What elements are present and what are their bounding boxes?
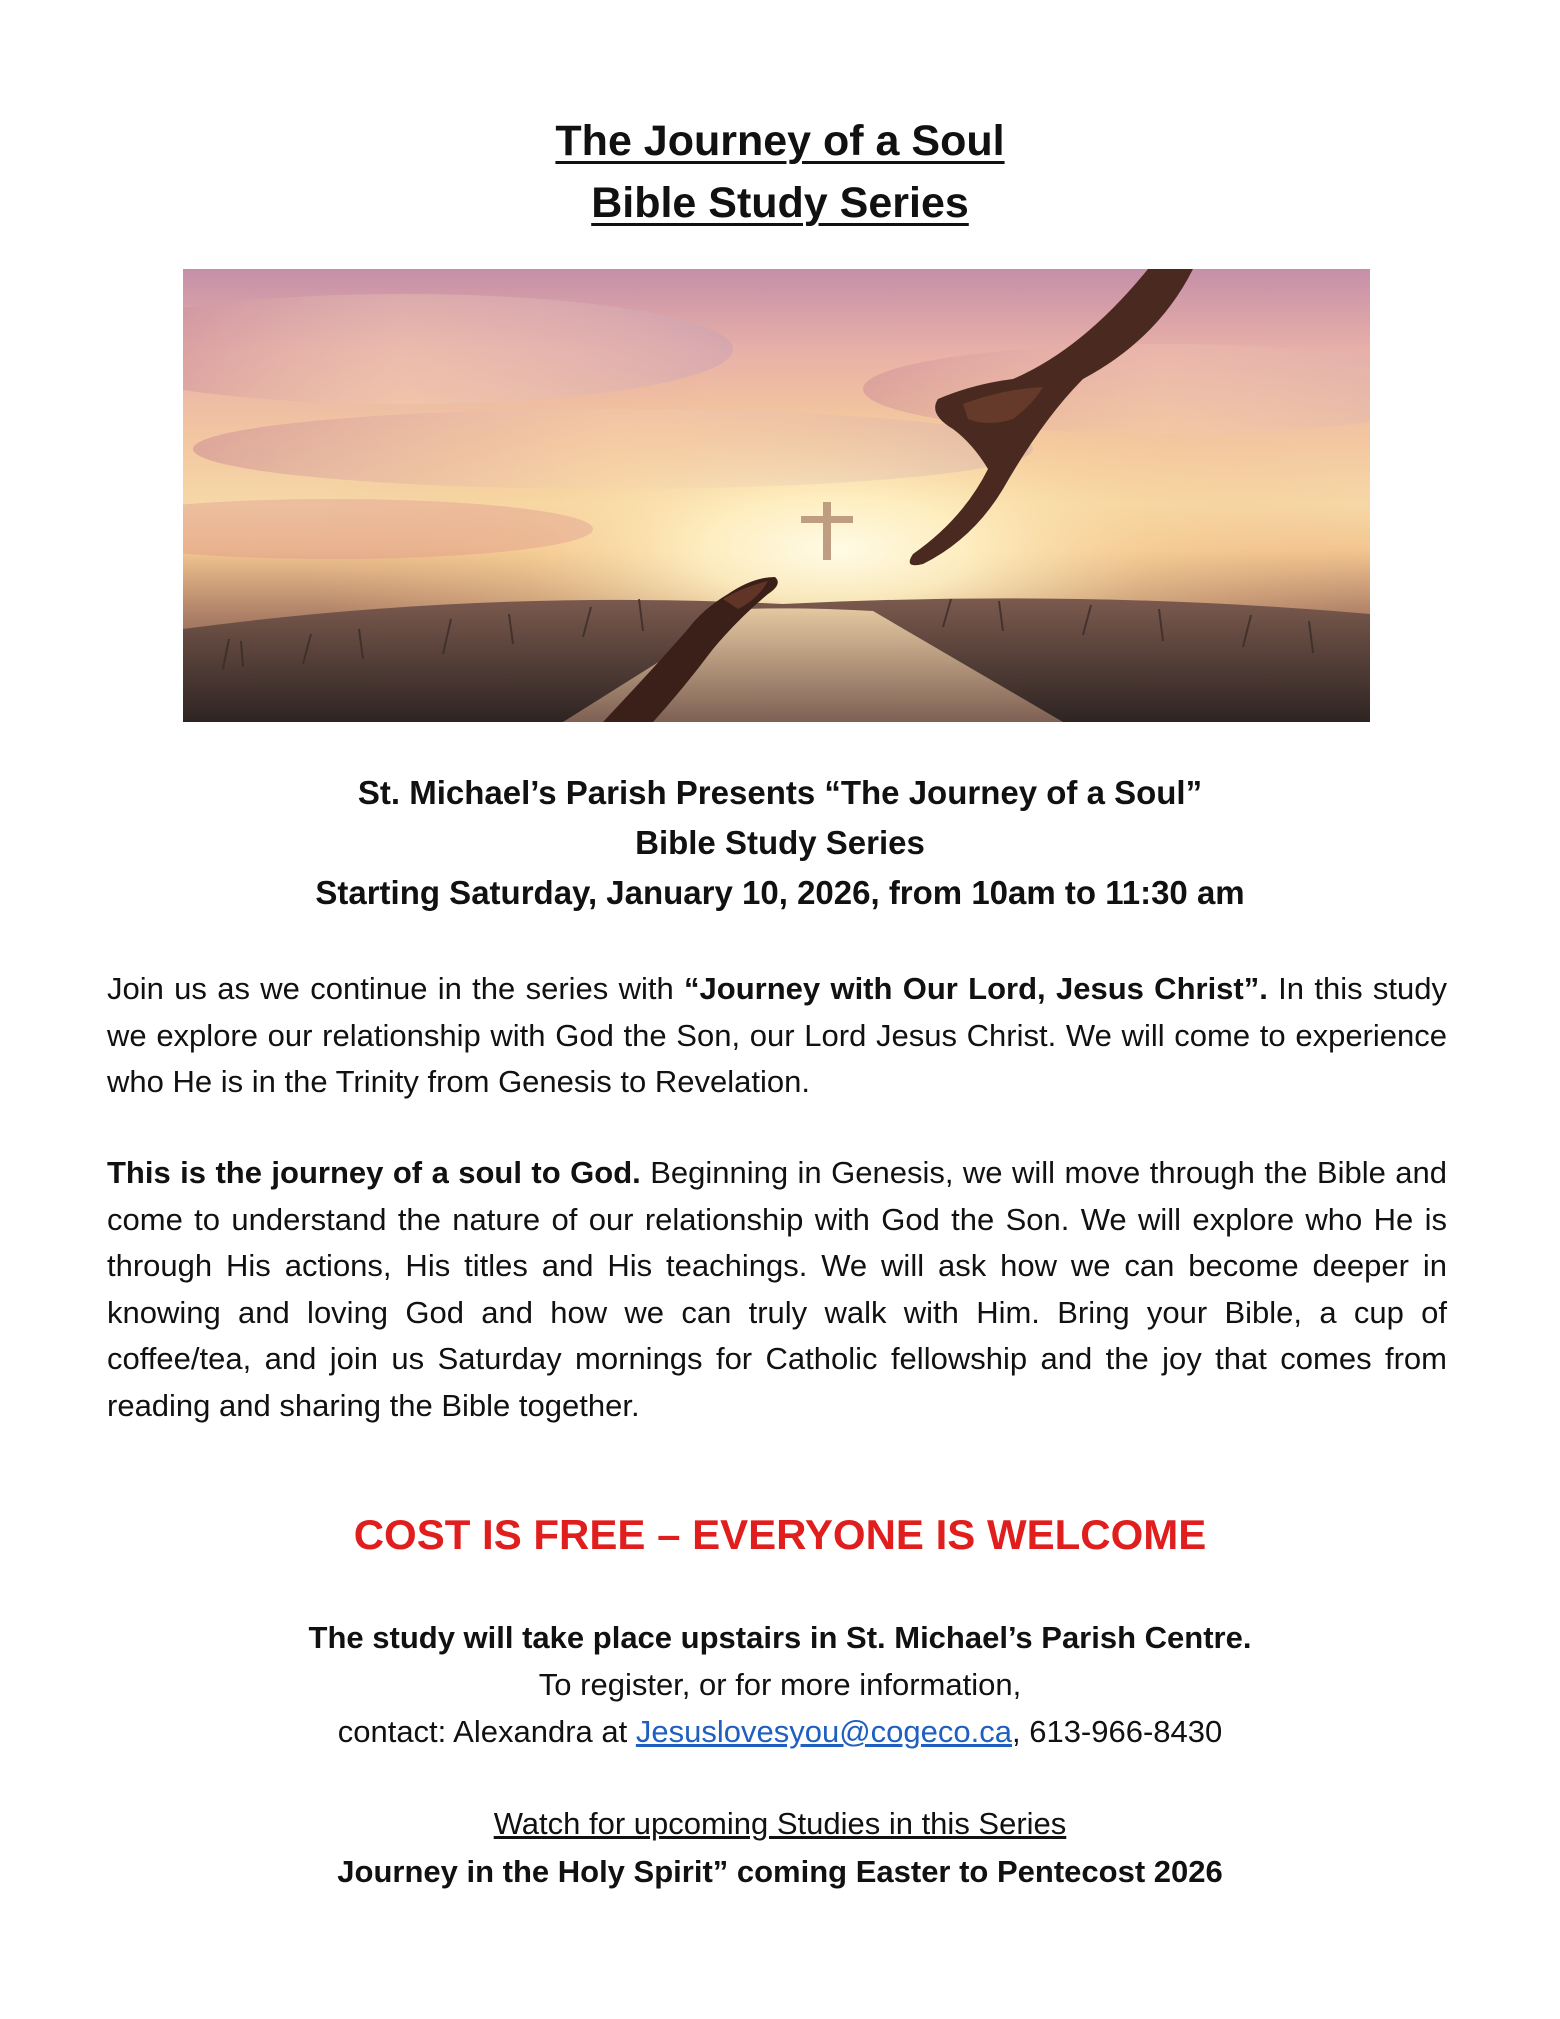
paragraph-series-intro — [107, 966, 1447, 1106]
paragraph-1-rest: In this study we explore our relationship with God the Son, our Lord Jesus Christ. We will come to experience who He is in the Trinity from Genesis to Revelation. — [107, 971, 1448, 1099]
paragraph-journey-description — [107, 1150, 1447, 1429]
upcoming-series: Journey in the Holy Spirit” coming Easter to Pentecost 2026 — [337, 1854, 1223, 1889]
announcement-date-time: Starting Saturday, January 10, 2026, from 10am to 11:30 am — [315, 874, 1245, 911]
contact-prefix: contact: Alexandra at — [337, 1714, 636, 1749]
cost-banner: COST IS FREE – EVERYONE IS WELCOME — [353, 1511, 1207, 1558]
email-link[interactable]: Jesuslovesyou@cogeco.ca — [635, 1714, 1012, 1749]
upcoming-studies — [0, 1800, 1560, 1896]
paragraph-2-rest: Beginning in Genesis, we will move through the Bible and come to understand the nature of our relationship with God the Son. We will explore who He is through His actions, His titles and His teachings. We will ask how we can become deeper in knowing and loving God and how we can truly walk with Him. Bring your Bible, a cup of coffee/tea, and join us Saturday mornings for Catholic fellowship and the joy that comes from reading and sharing the Bible together. — [107, 1155, 1448, 1423]
hands-reaching-cross-icon — [183, 269, 1370, 722]
title-line-2: Bible Study Series — [591, 179, 969, 227]
contact-line — [0, 1708, 1560, 1755]
hero-image — [183, 269, 1370, 722]
announcement-line-1: St. Michael’s Parish Presents “The Journey of a Soul” — [357, 774, 1203, 811]
paragraph-1-series-name: “Journey with Our Lord, Jesus Christ”. — [684, 971, 1268, 1006]
upcoming-heading: Watch for upcoming Studies in this Series — [493, 1806, 1067, 1841]
contact-phone: , 613-966-8430 — [1011, 1714, 1223, 1749]
event-announcement — [0, 768, 1560, 918]
paragraph-2-bold: This is the journey of a soul to God. — [107, 1155, 641, 1190]
paragraph-1-lead: Join us as we continue in the series with — [107, 971, 685, 1006]
title-line-1: The Journey of a Soul — [555, 117, 1005, 165]
page-title — [0, 110, 1560, 234]
venue-contact — [0, 1614, 1560, 1755]
register-text: To register, or for more information, — [538, 1667, 1022, 1702]
announcement-line-2: Bible Study Series — [635, 824, 925, 861]
venue-location: The study will take place upstairs in St. Michael’s Parish Centre. — [308, 1620, 1252, 1655]
